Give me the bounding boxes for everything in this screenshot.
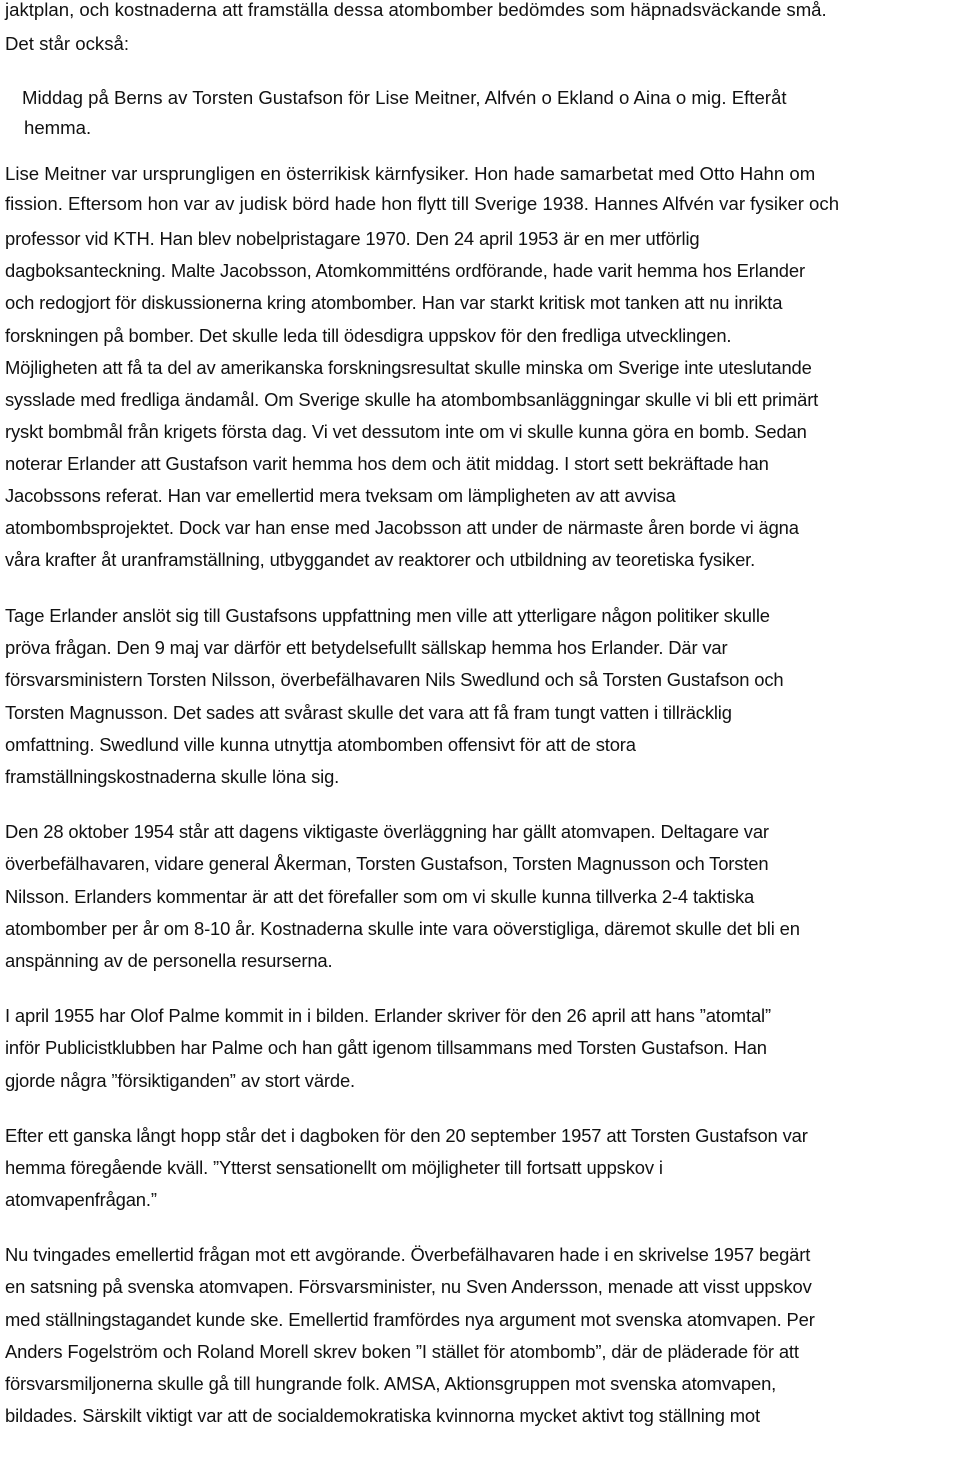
text-line: I april 1955 har Olof Palme kommit in i bilden. Erlander skriver för den 26 april att hans ”atomtal” xyxy=(5,1005,771,1026)
text-line: Möjligheten att få ta del av amerikanska forskningsresultat skulle minska om Sverige inte uteslutande xyxy=(5,357,812,378)
text-line: försvarsmiljonerna skulle gå till hungrande folk. AMSA, Aktionsgruppen mot svenska atomvapen, xyxy=(5,1373,777,1394)
text-line: framställningskostnaderna skulle löna sig. xyxy=(5,766,340,787)
text-line: omfattning. Swedlund ville kunna utnyttja atombomben offensivt för att de stora xyxy=(5,734,636,755)
text-line: jaktplan, och kostnaderna att framställa dessa atombomber bedömdes som häpnadsväckande små. xyxy=(5,0,827,20)
text-line: sysslade med fredliga ändamål. Om Sverige skulle ha atombombsanläggningar skulle vi bli ett primärt xyxy=(5,389,819,410)
text-line: Nilsson. Erlanders kommentar är att det förefaller som om vi skulle kunna tillverka 2-4 taktiska xyxy=(5,886,755,907)
text-line: dagboksanteckning. Malte Jacobsson, Atomkommitténs ordförande, hade varit hemma hos Erlander xyxy=(5,260,805,281)
text-line: Nu tvingades emellertid frågan mot ett avgörande. Överbefälhavaren hade i en skrivelse 1957 begärt xyxy=(5,1244,811,1265)
text-line: hemma föregående kväll. ”Ytterst sensationellt om möjligheter till fortsatt uppskov i xyxy=(5,1157,663,1178)
text-line: Anders Fogelström och Roland Morell skrev boken ”I stället för atombomb”, där de pläderade för att xyxy=(5,1341,799,1362)
quote-line: Middag på Berns av Torsten Gustafson för Lise Meitner, Alfvén o Ekland o Aina o mig. Efteråt xyxy=(22,87,787,108)
text-line: försvarsministern Torsten Nilsson, överbefälhavaren Nils Swedlund och så Torsten Gustafson och xyxy=(5,669,784,690)
text-line: pröva frågan. Den 9 maj var därför ett betydelsefullt sällskap hemma hos Erlander. Där var xyxy=(5,637,728,658)
quote-line: hemma. xyxy=(24,117,92,138)
text-line: forskningen på bomber. Det skulle leda till ödesdigra uppskov för den fredliga utvecklingen. xyxy=(5,325,732,346)
text-line: och redogjort för diskussionerna kring atombomber. Han var starkt kritisk mot tanken att nu inrikta xyxy=(5,292,783,313)
text-line: Jacobssons referat. Han var emellertid mera tveksam om lämpligheten av att avvisa xyxy=(5,485,676,506)
text-line: gjorde några ”försiktiganden” av stort värde. xyxy=(5,1070,356,1091)
text-line: inför Publicistklubben har Palme och han gått igenom tillsammans med Torsten Gustafson. Han xyxy=(5,1037,767,1058)
text-line: professor vid KTH. Han blev nobelpristagare 1970. Den 24 april 1953 är en mer utförlig xyxy=(5,228,700,249)
text-line: Det står också: xyxy=(5,33,130,54)
text-line: atomvapenfrågan.” xyxy=(5,1189,157,1210)
text-line: en satsning på svenska atomvapen. Försvarsminister, nu Sven Andersson, menade att visst uppskov xyxy=(5,1276,812,1297)
text-line: överbefälhavaren, vidare general Åkerman, Torsten Gustafson, Torsten Magnusson och Torsten xyxy=(5,853,769,874)
text-line: fission. Eftersom hon var av judisk börd hade hon flytt till Sverige 1938. Hannes Alfvén var fysiker och xyxy=(5,193,840,214)
text-line: atombomber per år om 8-10 år. Kostnaderna skulle inte vara oöverstigliga, däremot skulle det bli en xyxy=(5,918,800,939)
text-line: våra krafter åt uranframställning, utbyggandet av reaktorer och utbildning av teoretiska fysiker. xyxy=(5,549,756,570)
text-line: Lise Meitner var ursprungligen en österrikisk kärnfysiker. Hon hade samarbetat med Otto Hahn om xyxy=(5,163,816,184)
text-line: Efter ett ganska långt hopp står det i dagboken för den 20 september 1957 att Torsten Gustafson var xyxy=(5,1125,808,1146)
text-line: Torsten Magnusson. Det sades att svårast skulle det vara att få fram tungt vatten i tillräcklig xyxy=(5,702,732,723)
text-line: Den 28 oktober 1954 står att dagens viktigaste överläggning har gällt atomvapen. Deltagare var xyxy=(5,821,769,842)
text-line: med ställningstagandet kunde ske. Emellertid framfördes nya argument mot svenska atomvapen. Per xyxy=(5,1309,815,1330)
text-line: Tage Erlander anslöt sig till Gustafsons uppfattning men ville att ytterligare någon politiker skulle xyxy=(5,605,770,626)
text-line: anspänning av de personella resurserna. xyxy=(5,950,333,971)
text-line: bildades. Särskilt viktigt var att de socialdemokratiska kvinnorna mycket aktivt tog ställning mot xyxy=(5,1405,760,1426)
text-line: ryskt bombmål från krigets första dag. Vi vet dessutom inte om vi skulle kunna göra en bomb. Sedan xyxy=(5,421,807,442)
text-line: noterar Erlander att Gustafson varit hemma hos dem och ätit middag. I stort sett bekräftade han xyxy=(5,453,769,474)
text-line: atombombsprojektet. Dock var han ense med Jacobsson att under de närmaste åren borde vi ägna xyxy=(5,517,799,538)
